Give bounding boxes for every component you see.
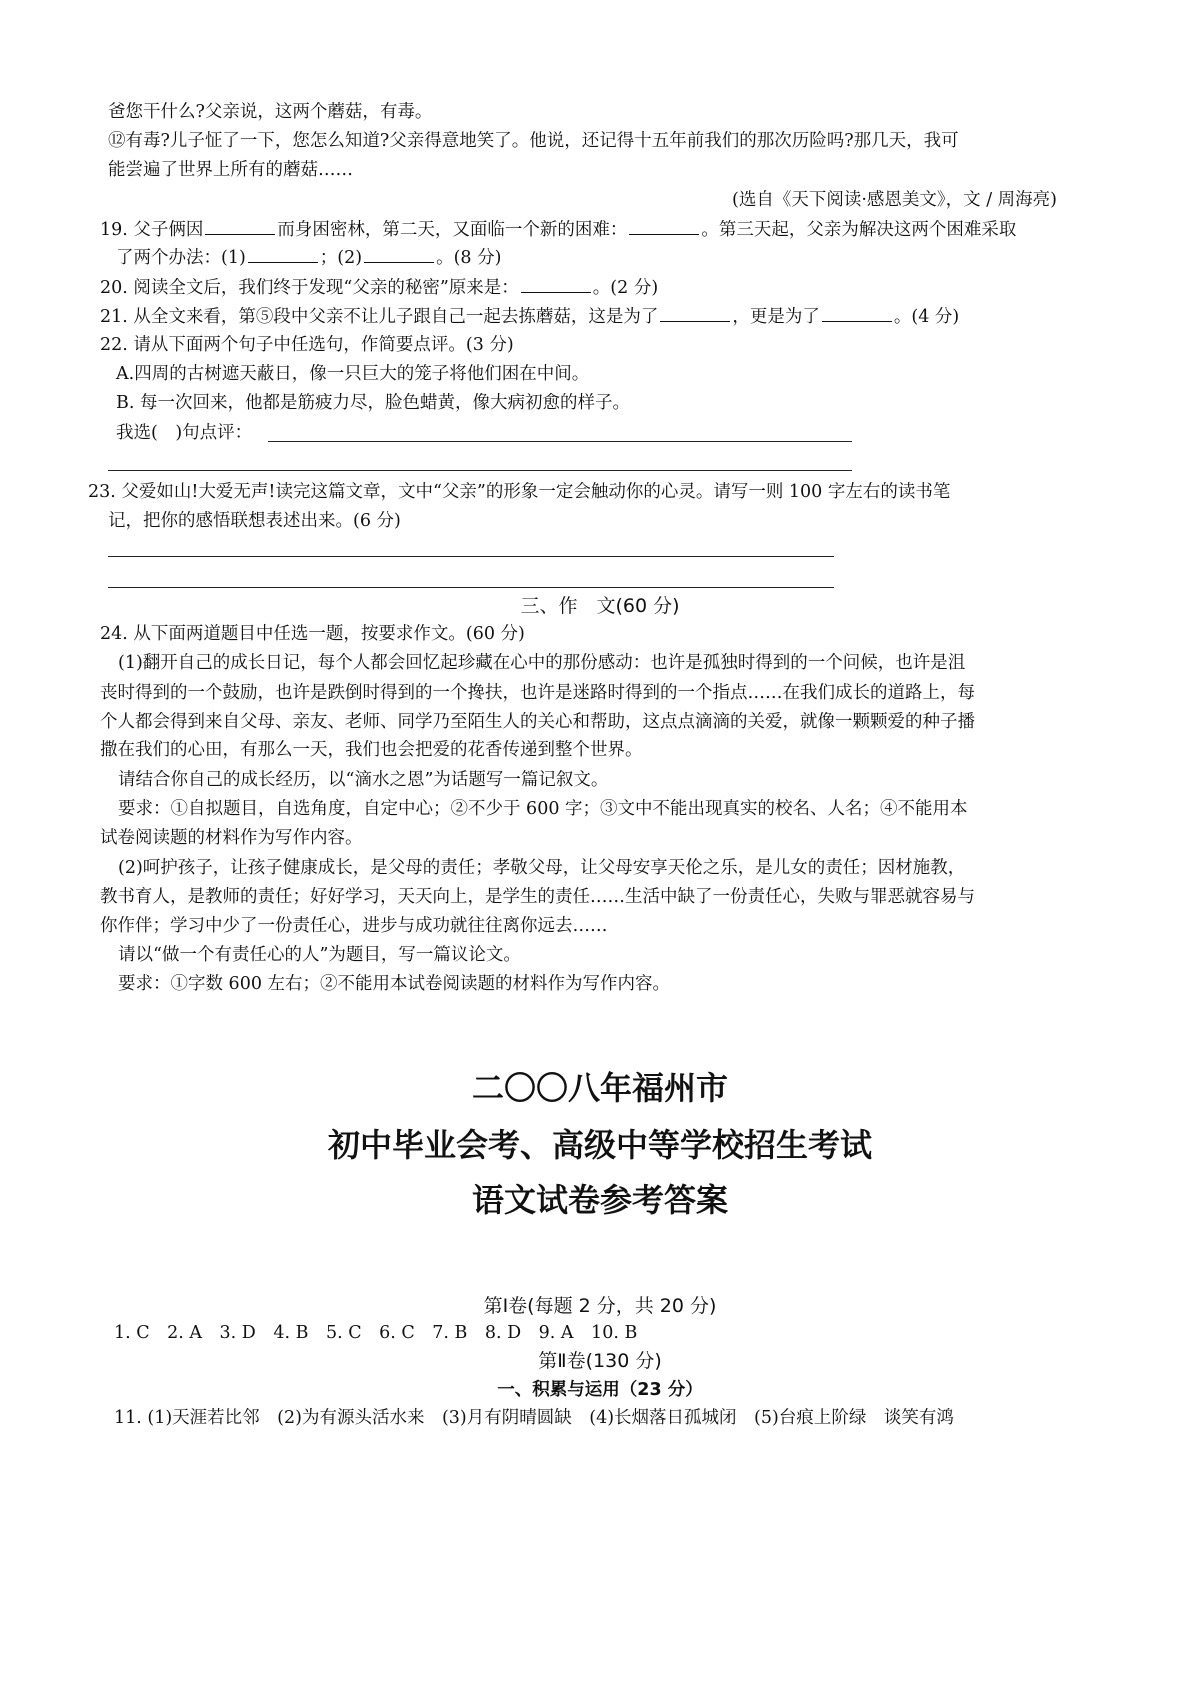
question-22: 22. 请从下面两个句子中任选句，作简要点评。(3 分) <box>100 335 514 355</box>
passage-line: ⑫有毒?儿子怔了一下，您怎么知道?父亲得意地笑了。他说，还记得十五年前我们的那次历险吗?那几天，我可 <box>108 131 959 151</box>
q19-text: 了两个办法：(1) <box>116 248 246 268</box>
prompt-task: 请以“做一个有责任心的人”为题目，写一篇议论文。 <box>118 945 521 965</box>
option-b: B. 每一次回来，他都是筋疲力尽，脸色蜡黄，像大病初愈的样子。 <box>116 393 630 413</box>
answer-blank[interactable] <box>248 246 318 263</box>
answer-blank[interactable] <box>822 305 892 322</box>
question-23: 23. 父爱如山!大爱无声!读完这篇文章，文中“父亲”的形象一定会触动你的心灵。请写一则 100 字左右的读书笔 <box>88 482 951 502</box>
composition-heading: 三、作 文(60 分) <box>520 595 680 617</box>
q19-text: 。(8 分) <box>436 248 502 268</box>
q20-text: 。(2 分) <box>592 278 659 298</box>
q21-text: 。(4 分) <box>893 307 960 327</box>
option-a: A.四周的古树遮天蔽日，像一只巨大的笼子将他们困在中间。 <box>116 364 590 384</box>
answer-line[interactable] <box>108 587 834 588</box>
question-21 <box>100 305 959 328</box>
passage-source: (选自《天下阅读·感恩美文》，文 / 周海亮) <box>732 190 1057 210</box>
question-24: 24. 从下面两道题目中任选一题，按要求作文。(60 分) <box>100 624 525 644</box>
answer-blank[interactable] <box>205 218 275 235</box>
passage-line: 爸您干什么?父亲说，这两个蘑菇，有毒。 <box>108 102 433 122</box>
q22-pick: 我选( )句点评： <box>116 423 253 443</box>
section1-heading: 一、积累与运用（23 分） <box>497 1380 703 1400</box>
q19-text: 19. 父子俩因 <box>100 220 204 240</box>
prompt-task: 请结合你自己的成长经历，以“滴水之恩”为话题写一篇记叙文。 <box>118 770 609 790</box>
part1-heading: 第Ⅰ卷(每题 2 分，共 20 分) <box>483 1295 717 1317</box>
prompt-line: 丧时得到的一个鼓励，也许是跌倒时得到的一个搀扶，也许是迷路时得到的一个指点……在我们成长的道路上，每 <box>100 683 975 703</box>
prompt-line: 撒在我们的心田，有那么一天，我们也会把爱的花香传递到整个世界。 <box>100 740 643 760</box>
answer-blank[interactable] <box>660 305 730 322</box>
prompt-line: 个人都会得到来自父母、亲友、老师、同学乃至陌生人的关心和帮助，这点点滴滴的关爱，就像一颗颗爱的种子播 <box>100 712 975 732</box>
question-23-cont: 记，把你的感悟联想表述出来。(6 分) <box>108 511 401 531</box>
prompt-line: 教书育人，是教师的责任；好好学习，天天向上，是学生的责任……生活中缺了一份责任心，失败与罪恶就容易与 <box>100 887 975 907</box>
answer-11: 11. (1)天涯若比邻 (2)为有源头活水来 (3)月有阴晴圆缺 (4)长烟落日孤城闭 (5)台痕上阶绿 谈笑有鸿 <box>114 1408 954 1428</box>
q19-text: 而身困密林，第二天，又面临一个新的困难： <box>277 220 628 240</box>
answer-title: 语文试卷参考答案 <box>471 1181 728 1219</box>
q19-text: ；(2) <box>319 248 363 268</box>
answer-line[interactable] <box>108 556 834 557</box>
answer-blank[interactable] <box>629 218 699 235</box>
question-19-cont <box>116 246 501 269</box>
q19-text: 。第三天起，父亲为解决这两个困难采取 <box>701 220 1017 240</box>
answer-blank[interactable] <box>364 246 434 263</box>
prompt-req: 试卷阅读题的材料作为写作内容。 <box>100 828 363 848</box>
prompt-line: (2)呵护孩子，让孩子健康成长，是父母的责任；孝敬父母，让父母安享天伦之乐，是儿女的责任；因材施教， <box>118 858 966 878</box>
answer-blank[interactable] <box>521 276 591 293</box>
q21-text: ，更是为了 <box>732 307 820 327</box>
question-20 <box>100 276 658 299</box>
part1-answers: 1. C 2. A 3. D 4. B 5. C 6. C 7. B 8. D 9. A 10. B <box>114 1323 638 1343</box>
prompt-line: 你作伴；学习中少了一份责任心，进步与成功就往往离你远去…… <box>100 916 608 936</box>
question-19 <box>100 218 1016 241</box>
prompt-req: 要求：①字数 600 左右；②不能用本试卷阅读题的材料作为写作内容。 <box>118 974 671 994</box>
answer-title: 二〇〇八年福州市 <box>471 1069 728 1107</box>
answer-title: 初中毕业会考、高级中等学校招生考试 <box>327 1126 872 1164</box>
answer-line[interactable] <box>268 441 852 442</box>
answer-line[interactable] <box>108 470 852 471</box>
q21-text: 21. 从全文来看，第⑤段中父亲不让儿子跟自己一起去拣蘑菇，这是为了 <box>100 307 659 327</box>
prompt-req: 要求：①自拟题目，自选角度，自定中心；②不少于 600 字；③文中不能出现真实的校名、人名；④不能用本 <box>118 799 968 819</box>
q20-text: 20. 阅读全文后，我们终于发现“父亲的秘密”原来是： <box>100 278 519 298</box>
passage-line: 能尝遍了世界上所有的蘑菇…… <box>108 160 353 180</box>
prompt-line: (1)翻开自己的成长日记，每个人都会回忆起珍藏在心中的那份感动：也许是孤独时得到的一个问候，也许是沮 <box>118 653 966 673</box>
part2-heading: 第Ⅱ卷(130 分) <box>538 1350 662 1372</box>
